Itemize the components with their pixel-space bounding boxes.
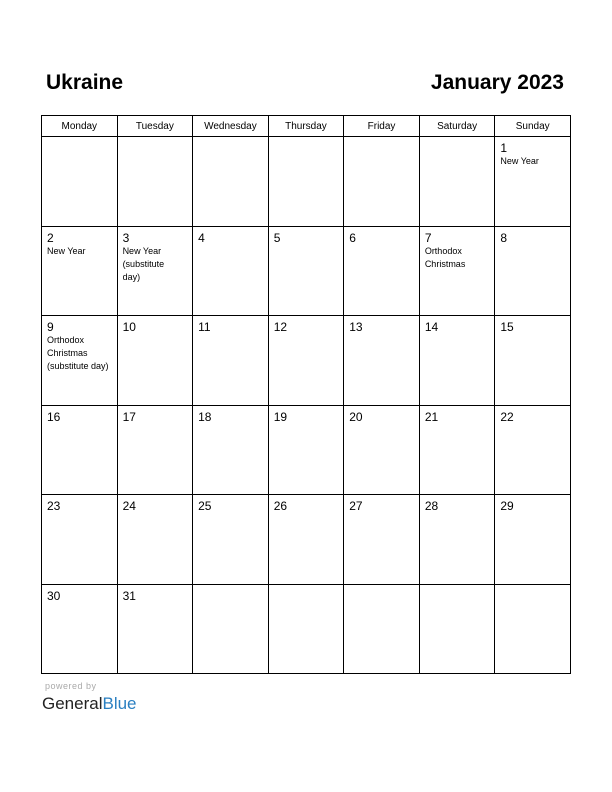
brand-blue-text: Blue — [102, 694, 137, 713]
brand-general-text: General — [42, 694, 103, 713]
week-row — [42, 226, 571, 316]
day-cell — [419, 405, 495, 495]
day-number: 23 — [47, 499, 61, 513]
holiday-label: (substitute day) — [47, 361, 109, 371]
day-number: 3 — [122, 230, 130, 245]
weekday-header: Friday — [344, 116, 420, 137]
day-cell — [117, 405, 193, 495]
day-number: 22 — [500, 409, 514, 424]
day-cell — [193, 405, 269, 495]
weekday-header: Tuesday — [117, 116, 193, 137]
week-row — [42, 405, 571, 495]
day-cell — [268, 405, 344, 495]
country-title: Ukraine — [46, 71, 124, 94]
day-cell — [495, 495, 571, 585]
day-number: 20 — [349, 409, 363, 424]
day-cell — [419, 316, 495, 406]
day-number: 30 — [47, 588, 61, 603]
day-cell — [117, 226, 193, 316]
day-cell — [344, 316, 420, 406]
day-number: 27 — [349, 499, 363, 513]
day-number: 15 — [500, 320, 514, 334]
day-cell — [117, 495, 193, 585]
holiday-label: New Year — [122, 245, 162, 256]
day-cell — [344, 495, 420, 585]
day-number: 19 — [273, 409, 288, 424]
day-number: 18 — [198, 409, 212, 424]
day-cell — [117, 316, 193, 406]
brand-footer — [42, 681, 137, 714]
day-number: 12 — [273, 320, 288, 334]
holiday-label: Orthodox — [424, 245, 462, 256]
day-number: 7 — [424, 230, 432, 245]
day-cell — [193, 226, 269, 316]
week-row — [42, 316, 571, 406]
day-number: 31 — [122, 588, 136, 603]
day-cell — [117, 137, 193, 227]
holiday-label: New Year — [500, 156, 539, 166]
holiday-label: Orthodox — [47, 335, 85, 345]
day-number: 16 — [47, 409, 61, 424]
weekday-header: Thursday — [268, 116, 344, 137]
week-row — [42, 584, 571, 674]
day-cell — [42, 405, 118, 495]
holiday-label: Christmas — [47, 348, 88, 358]
day-cell — [344, 137, 420, 227]
day-number: 4 — [198, 230, 205, 245]
day-cell — [495, 405, 571, 495]
day-number: 26 — [273, 499, 288, 513]
day-number: 6 — [349, 230, 356, 245]
day-cell — [117, 584, 193, 674]
day-cell — [419, 137, 495, 227]
weekday-header: Monday — [42, 116, 118, 137]
weekday-header-row — [42, 116, 571, 137]
day-cell — [268, 137, 344, 227]
day-cell — [495, 137, 571, 227]
week-row — [42, 495, 571, 585]
day-number: 8 — [500, 230, 508, 245]
day-cell — [344, 405, 420, 495]
holiday-label: day) — [122, 271, 141, 282]
day-cell — [42, 316, 118, 406]
day-number: 24 — [122, 499, 136, 513]
day-number: 13 — [349, 320, 363, 334]
day-cell — [42, 495, 118, 585]
day-cell — [495, 316, 571, 406]
day-cell — [495, 226, 571, 316]
powered-by-text: powered by — [45, 681, 97, 691]
day-cell — [344, 584, 420, 674]
day-cell — [268, 495, 344, 585]
holiday-label: New Year — [47, 245, 86, 256]
day-cell — [193, 584, 269, 674]
weekday-header: Sunday — [495, 116, 571, 137]
week-row — [42, 137, 571, 227]
holiday-label: Christmas — [424, 258, 466, 269]
day-number: 9 — [47, 320, 54, 334]
day-number: 10 — [122, 320, 136, 334]
day-cell — [419, 226, 495, 316]
day-number: 25 — [198, 499, 212, 513]
day-number: 17 — [122, 409, 136, 424]
day-cell — [495, 584, 571, 674]
day-cell — [268, 584, 344, 674]
brand-logo — [42, 694, 137, 714]
day-number: 2 — [47, 230, 54, 245]
day-cell — [42, 226, 118, 316]
day-number: 28 — [424, 499, 439, 513]
day-cell — [344, 226, 420, 316]
day-number: 11 — [198, 320, 211, 334]
day-cell — [268, 226, 344, 316]
weekday-header: Wednesday — [193, 116, 269, 137]
day-cell — [268, 316, 344, 406]
day-cell — [193, 316, 269, 406]
day-cell — [42, 584, 118, 674]
weekday-header: Saturday — [419, 116, 495, 137]
holiday-label: (substitute — [122, 258, 165, 269]
day-cell — [419, 495, 495, 585]
day-cell — [193, 495, 269, 585]
day-cell — [42, 137, 118, 227]
day-number: 29 — [500, 499, 514, 513]
day-cell — [193, 137, 269, 227]
month-title: January 2023 — [430, 71, 564, 94]
calendar-grid — [41, 115, 571, 674]
day-number: 5 — [273, 230, 281, 245]
day-number: 1 — [500, 141, 508, 155]
day-number: 14 — [424, 320, 439, 334]
day-cell — [419, 584, 495, 674]
day-number: 21 — [424, 409, 439, 424]
